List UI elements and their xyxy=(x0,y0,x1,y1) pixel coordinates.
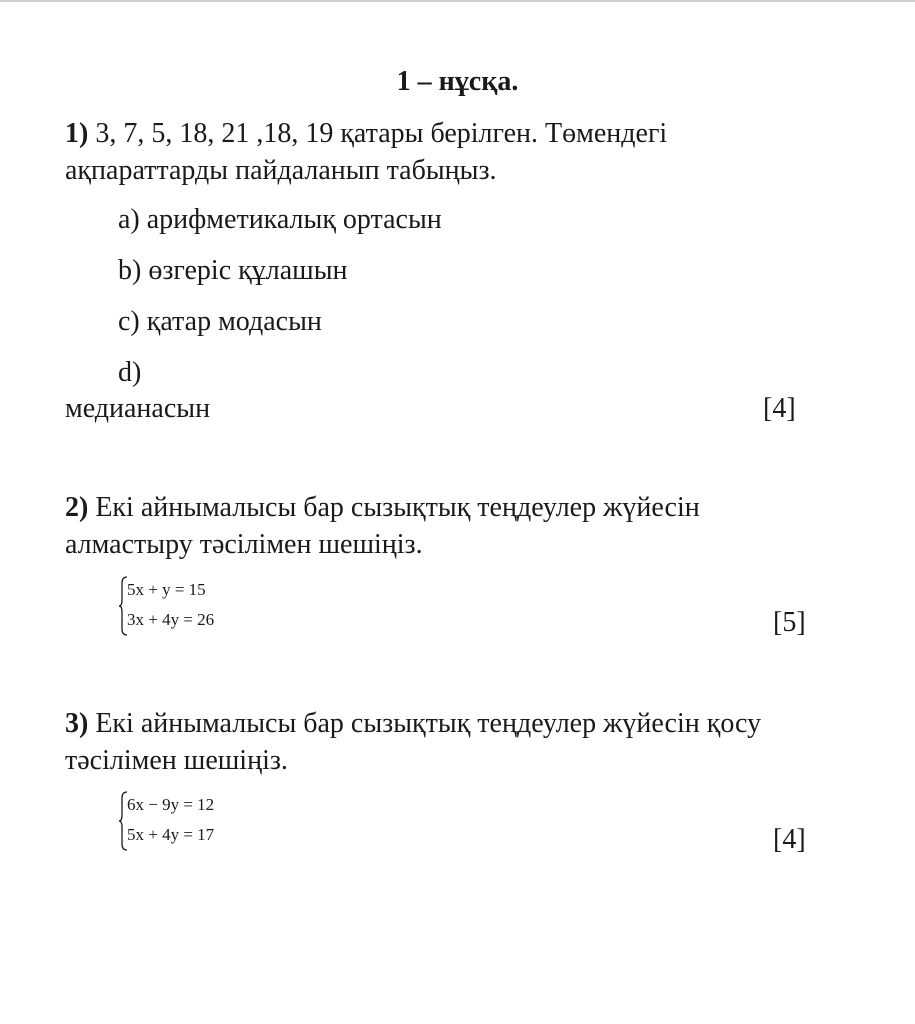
top-border xyxy=(0,0,915,2)
list-item-d: d) xyxy=(118,357,142,388)
question-2-line-1 xyxy=(65,489,700,526)
list-item-c: c) қатар модасын xyxy=(118,306,322,337)
list-item-a: a) арифметикалық ортасын xyxy=(118,204,442,235)
question-3-line-2: тәсілімен шешіңіз. xyxy=(65,745,288,776)
question-3-line-1 xyxy=(65,705,761,742)
equation-3-1: 6x − 9y = 12 xyxy=(127,795,215,814)
question-3-number: 3) xyxy=(65,708,89,739)
question-2-score: [5] xyxy=(773,607,806,638)
question-1-line-1 xyxy=(65,115,667,152)
question-1 xyxy=(65,115,667,189)
list-item-d-text: медианасын xyxy=(65,393,211,424)
equation-system-2 xyxy=(118,575,278,637)
question-2-text: Екі айнымалысы бар сызықтық теңдеулер жүйесін xyxy=(88,492,700,523)
equation-2-1: 5x + y = 15 xyxy=(127,580,206,599)
list-item-b: b) өзгеріс құлашын xyxy=(118,255,348,286)
equation-2-2: 3x + 4y = 26 xyxy=(127,610,215,629)
question-3-text: Екі айнымалысы бар сызықтық теңдеулер жүйесін қосу xyxy=(88,708,762,739)
question-3 xyxy=(65,705,761,779)
question-1-line-2: ақпараттарды пайдаланып табыңыз. xyxy=(65,155,497,186)
question-3-score: [4] xyxy=(773,824,806,855)
question-1-number: 1) xyxy=(65,118,89,149)
question-1-text: 3, 7, 5, 18, 21 ,18, 19 қатары берілген. Төмендегі xyxy=(88,118,668,149)
equation-3-2: 5x + 4y = 17 xyxy=(127,825,215,844)
question-1-score: [4] xyxy=(763,393,796,424)
equation-system-3 xyxy=(118,790,278,852)
question-2-line-2: алмастыру тәсілімен шешіңіз. xyxy=(65,529,423,560)
question-2-number: 2) xyxy=(65,492,89,523)
variant-title: 1 – нұсқа. xyxy=(396,66,519,97)
question-2 xyxy=(65,489,700,563)
